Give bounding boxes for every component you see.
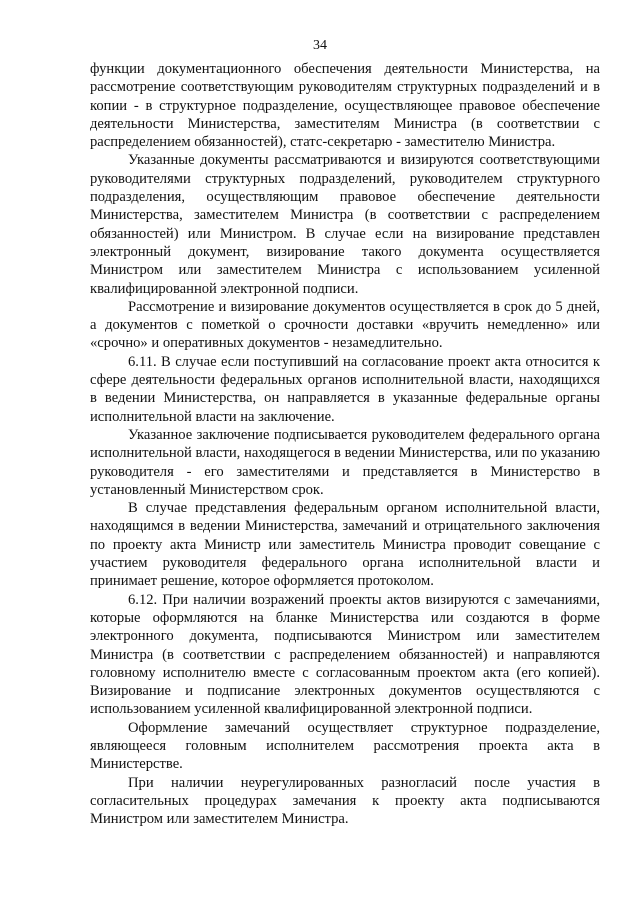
- paragraph-clause-6-11: 6.11. В случае если поступивший на согласование проект акта относится к сфере деятельности федеральных органов исполнительной власти, находящихся в ведении Министерства, он направляется в указанные федеральные органы исполнительной власти на заключение.: [90, 353, 600, 425]
- paragraph: В случае представления федеральным органом исполнительной власти, находящимся в ведении Министерства, замечаний и отрицательного заключения по проекту акта Министр или заместитель Министра проводит совещание с участием руководителя федерального органа исполнительной власти и принимает решение, которое оформляется протоколом.: [90, 500, 600, 590]
- paragraph-continuation: функции документационного обеспечения деятельности Министерства, на рассмотрение соответствующим руководителям структурных подразделений и в копии - в структурное подразделение, осуществляющее правовое обеспечение деятельности Министерства, заместителям Министра (в соответствии с распределением обязанностей), статс-секретарю - заместителю Министра.: [90, 61, 600, 151]
- paragraph: Указанное заключение подписывается руководителем федерального органа исполнительной власти, находящегося в ведении Министерства, или по указанию руководителя - его заместителями и представляется в Министерство в установленный Министерством срок.: [90, 426, 600, 498]
- document-body: [90, 60, 600, 828]
- paragraph-clause-6-12: 6.12. При наличии возражений проекты актов визируются с замечаниями, которые оформляются на бланке Министерства или создаются в форме электронного документа, подписываются Министром или заместителем Министра (в соответствии с распределением обязанностей) и направляются головному исполнителю вместе с согласованным проектом акта (его копией). Визирование и подписание электронных документов осуществляются с использованием усиленной квалифицированной электронной подписи.: [90, 591, 600, 718]
- paragraph: При наличии неурегулированных разногласий после участия в согласительных процедурах замечания к проекту акта подписываются Министром или заместителем Министра.: [90, 774, 600, 828]
- page-number: 34: [313, 38, 327, 53]
- paragraph: Указанные документы рассматриваются и визируются соответствующими руководителями структурных подразделений, руководителем структурного подразделения, осуществляющим правовое обеспечение деятельности Министерства, заместителем Министра (в соответствии с распределением обязанностей) или Министром. В случае если на визирование представлен электронный документ, визирование такого документа осуществляется Министром или заместителем Министра с использованием усиленной квалифицированной электронной подписи.: [90, 152, 600, 297]
- paragraph: Рассмотрение и визирование документов осуществляется в срок до 5 дней, а документов с пометкой о срочности доставки «вручить немедленно» или «срочно» и оперативных документов - незамедлительно.: [90, 298, 600, 352]
- paragraph: Оформление замечаний осуществляет структурное подразделение, являющееся головным исполнителем рассмотрения проекта акта в Министерстве.: [90, 719, 600, 773]
